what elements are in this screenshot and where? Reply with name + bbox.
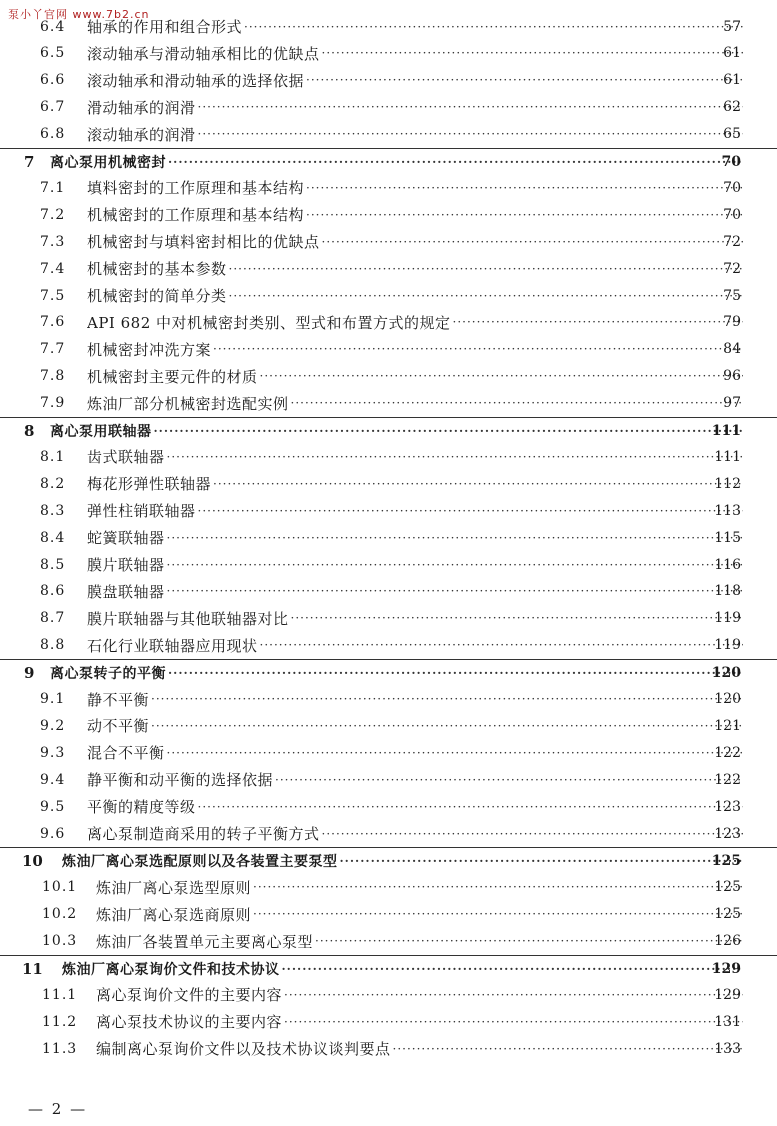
toc-section-entry[interactable] (0, 874, 777, 901)
dot-leader (229, 262, 743, 276)
toc-entry-title-line (87, 204, 743, 225)
toc-entry-page-number: 96 (723, 368, 741, 385)
toc-section-entry[interactable] (0, 1008, 777, 1035)
toc-entry-number: 8 (24, 422, 35, 440)
toc-entry-page-number: 97 (723, 395, 741, 412)
toc-entry-title: 编制离心泵询价文件以及技术协议谈判要点 (96, 1040, 391, 1059)
dot-leader (198, 127, 743, 141)
toc-entry-number: 7.1 (40, 179, 66, 196)
toc-entry-title: 机械密封主要元件的材质 (87, 367, 258, 386)
dot-leader (322, 46, 743, 60)
toc-entry-title: 平衡的精度等级 (87, 798, 196, 817)
dot-leader (198, 100, 743, 114)
dot-leader (253, 880, 743, 894)
toc-entry-page-number: 61 (723, 72, 741, 89)
page-number-footer: — 2 — (28, 1100, 88, 1118)
toc-entry-title-line (62, 851, 743, 871)
toc-entry-number: 10.1 (42, 879, 78, 896)
toc-entry-page-number: 119 (714, 610, 741, 627)
toc-section-entry[interactable] (0, 901, 777, 928)
toc-entry-number: 7.7 (40, 341, 66, 358)
toc-entry-title-line (87, 689, 743, 710)
dot-leader (453, 315, 743, 329)
toc-entry-page-number: 125 (714, 906, 741, 923)
dot-leader (291, 611, 743, 625)
toc-entry-title: 膜片联轴器与其他联轴器对比 (87, 609, 289, 628)
toc-entry-title-line (50, 663, 743, 683)
toc-entry-title: 滚动轴承和滑动轴承的选择依据 (87, 71, 305, 90)
toc-entry-title: 离心泵制造商采用的转子平衡方式 (87, 825, 320, 843)
toc-entry-title-line (87, 554, 743, 575)
dot-leader (167, 746, 743, 760)
toc-entry-title: 齿式联轴器 (87, 448, 165, 467)
toc-entry-number: 6.5 (40, 45, 66, 62)
toc-entry-number: 8.2 (40, 475, 66, 492)
toc-entry-title-line (50, 152, 743, 172)
toc-entry-page-number: 70 (723, 206, 741, 223)
toc-entry-page-number: 57 (723, 18, 741, 35)
toc-entry-number: 7.9 (40, 395, 66, 412)
toc-entry-number: 11 (22, 960, 43, 978)
toc-entry-title-line (87, 393, 743, 414)
dot-leader (198, 800, 743, 814)
toc-entry-title-line (96, 904, 743, 925)
toc-entry-title: 机械密封的工作原理和基本结构 (87, 206, 305, 225)
toc-chapter-entry[interactable] (0, 148, 777, 176)
dot-leader (260, 638, 743, 652)
toc-entry-page-number: 131 (714, 1013, 741, 1030)
toc-entry-page-number: 122 (714, 744, 741, 761)
dot-leader (168, 155, 743, 169)
toc-entry-page-number: 112 (714, 475, 741, 492)
toc-entry-number: 7.4 (40, 260, 66, 277)
toc-entry-number: 9 (24, 664, 35, 683)
toc-entry-title-line (96, 984, 743, 1005)
dot-leader (260, 369, 743, 383)
toc-section-entry[interactable] (0, 605, 777, 632)
toc-section-entry[interactable] (0, 928, 777, 955)
toc-entry-title-line (50, 421, 743, 441)
toc-entry-title-line (87, 16, 743, 37)
toc-entry-page-number: 129 (714, 986, 741, 1003)
toc-entry-page-number: 111 (711, 423, 741, 439)
toc-entry-title: 离心泵询价文件的主要内容 (96, 986, 283, 1005)
toc-entry-title-line (87, 339, 743, 360)
dot-leader (284, 1015, 743, 1029)
toc-entry-title: 膜片联轴器 (87, 556, 165, 574)
toc-entry-page-number: 122 (714, 771, 741, 788)
toc-entry-page-number: 70 (721, 154, 741, 170)
toc-entry-title: 炼油厂离心泵选商原则 (96, 905, 252, 924)
toc-entry-page-number: 121 (714, 717, 741, 734)
toc-entry-title-line (87, 43, 743, 64)
toc-section-entry[interactable] (0, 309, 777, 336)
toc-entry-title: 机械密封的简单分类 (87, 287, 227, 305)
toc-entry-number: 7.6 (40, 314, 66, 331)
toc-section-entry[interactable] (0, 820, 777, 847)
toc-entry-number: 8.4 (40, 529, 66, 546)
toc-section-entry[interactable] (0, 470, 777, 497)
toc-entry-number: 10.3 (42, 933, 78, 950)
toc-section-entry[interactable] (0, 13, 777, 40)
toc-entry-title-line (87, 231, 743, 252)
toc-entry-title-line (87, 635, 743, 656)
toc-entry-title-line (87, 608, 743, 629)
dot-leader (213, 477, 743, 491)
toc-entry-title: 炼油厂离心泵询价文件和技术协议 (62, 962, 280, 978)
toc-section-entry[interactable] (0, 981, 777, 1008)
toc-entry-page-number: 70 (723, 179, 741, 196)
toc-entry-title: 机械密封的基本参数 (87, 260, 227, 279)
toc-chapter-entry[interactable] (0, 955, 777, 983)
toc-entry-title-line (96, 1011, 743, 1032)
toc-section-entry[interactable] (0, 121, 777, 148)
toc-entry-page-number: 123 (714, 798, 741, 815)
toc-entry-number: 10 (22, 852, 43, 871)
toc-entry-number: 9.5 (40, 798, 66, 815)
dot-leader (282, 962, 744, 976)
toc-entry-title-line (87, 500, 743, 521)
toc-entry-title-line (87, 527, 743, 548)
toc-section-entry[interactable] (0, 390, 777, 417)
toc-entry-title: 滚动轴承的润滑 (87, 125, 196, 144)
dot-leader (291, 396, 743, 410)
toc-section-entry[interactable] (0, 524, 777, 551)
dot-leader (340, 854, 744, 868)
toc-entry-page-number: 79 (723, 314, 741, 331)
toc-section-entry[interactable] (0, 255, 777, 282)
toc-entry-title: 轴承的作用和组合形式 (87, 18, 243, 36)
toc-entry-number: 7 (24, 153, 35, 171)
toc-section-entry[interactable] (0, 67, 777, 94)
toc-entry-page-number: 118 (714, 583, 741, 600)
toc-entry-number: 7.8 (40, 368, 66, 385)
toc-section-entry[interactable] (0, 40, 777, 67)
toc-chapter-entry[interactable] (0, 659, 777, 687)
toc-entry-title: 炼油厂离心泵选配原则以及各装置主要泵型 (62, 854, 338, 871)
toc-entry-page-number: 111 (714, 448, 741, 465)
watermark: 泵小丫官网 www.7b2.cn (8, 8, 150, 21)
toc-section-entry[interactable] (0, 739, 777, 766)
toc-entry-title-line (87, 97, 743, 118)
toc-chapter-entry[interactable] (0, 417, 777, 445)
toc-entry-title: 炼油厂离心泵选型原则 (96, 878, 252, 897)
toc-section-entry[interactable] (0, 766, 777, 793)
toc-entry-title-line (87, 581, 743, 602)
toc-section-entry[interactable] (0, 282, 777, 309)
toc-entry-page-number: 75 (723, 287, 741, 304)
toc-entry-title-line (87, 312, 743, 333)
toc-entry-page-number: 65 (723, 126, 741, 143)
toc-entry-title-line (87, 473, 743, 494)
toc-entry-title: 石化行业联轴器应用现状 (87, 636, 258, 655)
toc-entry-number: 11.2 (42, 1013, 78, 1030)
toc-entry-number: 9.2 (40, 717, 66, 734)
toc-entry-title-line (87, 124, 743, 145)
dot-leader (213, 342, 743, 356)
toc-entry-title-line (87, 177, 743, 198)
toc-entry-title: 滑动轴承的润滑 (87, 98, 196, 117)
toc-section-entry[interactable] (0, 578, 777, 605)
dot-leader (151, 692, 743, 706)
dot-leader (198, 504, 743, 518)
toc-section-entry[interactable] (0, 632, 777, 659)
toc-entry-page-number: 84 (723, 341, 741, 358)
toc-entry-number: 9.6 (40, 825, 66, 842)
toc-entry-title: API 682 中对机械密封类别、型式和布置方式的规定 (87, 313, 451, 332)
toc-entry-page-number: 72 (723, 233, 741, 250)
toc-entry-page-number: 126 (714, 933, 741, 950)
toc-entry-title-line (87, 258, 743, 279)
toc-entry-page-number: 120 (714, 691, 741, 707)
toc-entry-title-line (87, 742, 743, 763)
toc-entry-page-number: 133 (714, 1040, 741, 1057)
dot-leader (306, 181, 743, 195)
toc-entry-title: 炼油厂部分机械密封选配实例 (87, 394, 289, 413)
toc-entry-number: 8.8 (40, 637, 66, 654)
toc-entry-title: 膜盘联轴器 (87, 582, 165, 601)
dot-leader (393, 1042, 743, 1056)
toc-entry-number: 9.1 (40, 691, 66, 707)
toc-entry-number: 7.3 (40, 233, 66, 250)
dot-leader (284, 988, 743, 1002)
toc-entry-page-number: 72 (723, 260, 741, 277)
dot-leader (315, 934, 743, 948)
toc-entry-title: 梅花形弹性联轴器 (87, 475, 212, 494)
toc-entry-number: 9.4 (40, 771, 66, 788)
toc-entry-title: 动不平衡 (87, 717, 150, 736)
toc-entry-page-number: 129 (711, 961, 741, 977)
toc-section-entry[interactable] (0, 336, 777, 363)
toc-entry-title-line (87, 769, 743, 790)
toc-entry-number: 8.7 (40, 610, 66, 627)
toc-entry-page-number: 125 (711, 853, 741, 870)
toc-entry-title-line (87, 446, 743, 467)
toc-entry-title: 蛇簧联轴器 (87, 529, 165, 548)
toc-section-entry[interactable] (0, 201, 777, 228)
dot-leader (167, 558, 743, 572)
toc-entry-title-line (87, 715, 743, 736)
toc-entry-title-line (87, 796, 743, 817)
toc-entry-title-line (87, 823, 743, 844)
toc-entry-number: 7.5 (40, 287, 66, 304)
toc-entry-number: 8.5 (40, 556, 66, 573)
dot-leader (167, 531, 743, 545)
toc-entry-number: 6.4 (40, 18, 66, 35)
dot-leader (253, 907, 743, 921)
toc-entry-number: 6.6 (40, 72, 66, 89)
toc-entry-title-line (96, 1038, 743, 1059)
dot-leader (322, 235, 743, 249)
toc-entry-number: 7.2 (40, 206, 66, 223)
toc-entry-title: 离心泵用联轴器 (50, 424, 152, 440)
toc-entry-page-number: 113 (714, 502, 741, 519)
dot-leader (244, 20, 743, 34)
toc-entry-title-line (87, 366, 743, 387)
toc-entry-number: 6.7 (40, 99, 66, 116)
toc-entry-page-number: 62 (723, 99, 741, 116)
toc-section-entry[interactable] (0, 686, 777, 713)
toc-chapter-entry[interactable] (0, 847, 777, 875)
toc-entry-title-line (96, 931, 743, 952)
toc-entry-page-number: 120 (711, 665, 741, 682)
dot-leader (154, 424, 744, 438)
dot-leader (322, 827, 743, 841)
toc-entry-number: 8.1 (40, 448, 66, 465)
toc-section-entry[interactable] (0, 174, 777, 201)
toc-entry-page-number: 119 (714, 637, 741, 654)
dot-leader (275, 773, 743, 787)
toc-entry-title: 离心泵技术协议的主要内容 (96, 1013, 283, 1032)
toc-entry-number: 8.3 (40, 502, 66, 519)
toc-entry-number: 10.2 (42, 906, 78, 923)
toc-entry-title: 滚动轴承与滑动轴承相比的优缺点 (87, 44, 320, 63)
toc-section-entry[interactable] (0, 551, 777, 578)
toc-section-entry[interactable] (0, 94, 777, 121)
toc-entry-number: 11.1 (42, 986, 78, 1003)
dot-leader (167, 450, 743, 464)
toc-section-entry[interactable] (0, 363, 777, 390)
toc-entry-number: 8.6 (40, 583, 66, 600)
toc-entry-page-number: 125 (714, 879, 741, 896)
toc-section-entry[interactable] (0, 228, 777, 255)
toc-entry-title: 静不平衡 (87, 690, 150, 709)
toc-section-entry[interactable] (0, 712, 777, 739)
dot-leader (306, 73, 743, 87)
toc-entry-number: 11.3 (42, 1040, 78, 1057)
toc-section-entry[interactable] (0, 497, 777, 524)
toc-section-entry[interactable] (0, 793, 777, 820)
toc-entry-title-line (87, 70, 743, 91)
dot-leader (229, 289, 743, 303)
toc-entry-title: 填料密封的工作原理和基本结构 (87, 179, 305, 198)
toc-entry-title: 机械密封与填料密封相比的优缺点 (87, 233, 320, 252)
toc-section-entry[interactable] (0, 443, 777, 470)
toc-entry-page-number: 61 (723, 45, 741, 62)
dot-leader (151, 719, 743, 733)
toc-entry-title: 离心泵用机械密封 (50, 155, 166, 171)
dot-leader (306, 208, 743, 222)
toc-entry-page-number: 115 (714, 529, 741, 546)
toc-entry-title-line (96, 877, 743, 898)
dot-leader (168, 666, 743, 680)
toc-section-entry[interactable] (0, 1035, 777, 1062)
toc-entry-title: 机械密封冲洗方案 (87, 340, 212, 359)
toc-entry-page-number: 116 (714, 556, 741, 573)
toc-entry-title: 炼油厂各装置单元主要离心泵型 (96, 932, 314, 951)
toc-entry-title-line (87, 285, 743, 306)
toc-entry-title: 离心泵转子的平衡 (50, 666, 166, 683)
toc-entry-page-number: 123 (714, 825, 741, 842)
toc-entry-title: 弹性柱销联轴器 (87, 502, 196, 521)
toc-entry-title-line (62, 959, 743, 979)
toc-entry-title: 静平衡和动平衡的选择依据 (87, 771, 274, 790)
dot-leader (167, 584, 743, 598)
toc-entry-title: 混合不平衡 (87, 744, 165, 763)
toc-entry-number: 6.8 (40, 126, 66, 143)
toc-entry-number: 9.3 (40, 744, 66, 761)
